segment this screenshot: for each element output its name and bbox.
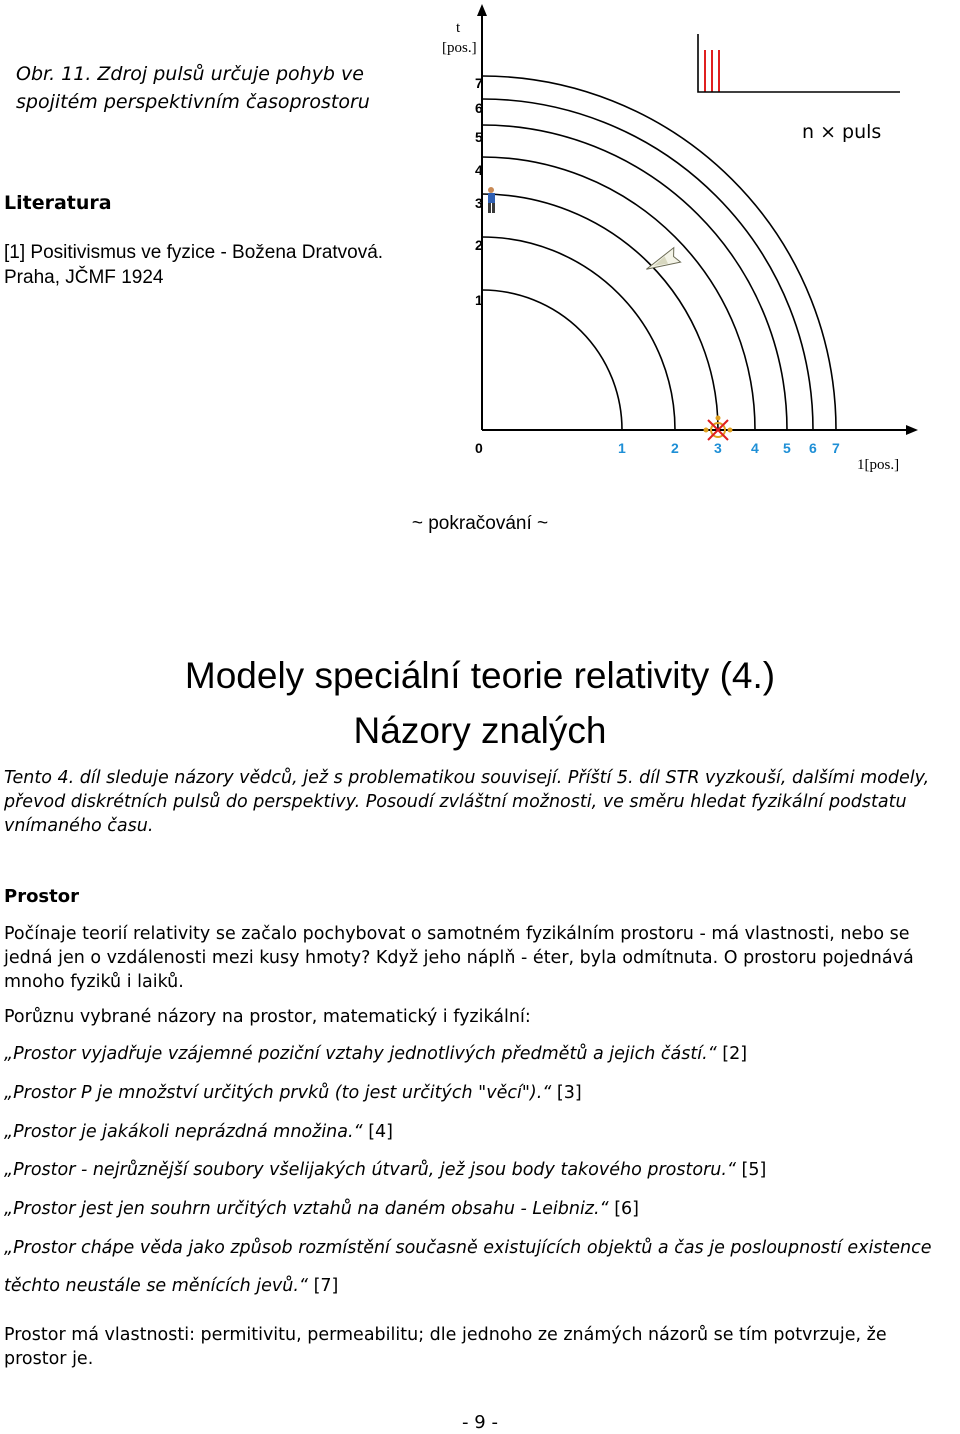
t-tick-label: 7	[475, 75, 483, 91]
x-tick-label: 2	[671, 440, 679, 456]
continuation-note: ~ pokračování ~	[411, 513, 549, 534]
quote-text: „Prostor vyjadřuje vzájemné poziční vztahy jednotlivých předmětů a jejich částí.“	[4, 1044, 717, 1064]
t-axis-unit: [pos.]	[442, 40, 477, 56]
quote-text: „Prostor P je množství určitých prvků (to jest určitých "věcí").“	[4, 1083, 552, 1103]
page-title: Modely speciální teorie relativity (4.)	[184, 655, 776, 696]
pulse-legend-marks	[698, 34, 900, 92]
quote-item	[4, 1190, 959, 1228]
quote-text: „Prostor chápe věda jako způsob rozmístění současně existujících objektů a čas je posloupností existence těchto neustále se měnících jevů.“	[4, 1238, 932, 1296]
t-tick-label: 5	[475, 129, 483, 145]
t-tick-label: 1	[475, 292, 483, 308]
section-heading: Prostor	[4, 886, 79, 907]
quote-ref: [2]	[716, 1044, 748, 1064]
t-tick-label: 2	[475, 237, 483, 253]
quote-item	[4, 1074, 959, 1112]
l-axis-label: 1[pos.]	[857, 457, 900, 473]
t-tick-label: 4	[475, 162, 483, 178]
quote-item	[4, 1113, 959, 1151]
l-axis-arrow	[906, 425, 918, 435]
quote-ref: [3]	[551, 1083, 582, 1103]
quote-text: „Prostor je jakákoli neprázdná množina.“	[4, 1122, 363, 1142]
pulse-arc	[482, 237, 675, 430]
quote-text: „Prostor jest jen souhrn určitých vztahů na daném obsahu - Leibniz.“	[4, 1199, 609, 1219]
quote-text: „Prostor - nejrůznější soubory všelijakých útvarů, jež jsou body takového prostoru.“	[4, 1160, 736, 1180]
x-tick-label: 1	[618, 440, 626, 456]
x-tick-label: 6	[809, 440, 817, 456]
section-paragraph: Počínaje teorií relativity se začalo pochybovat o samotném fyzikálním prostoru - má vlastnosti, nebo se jedná jen o vzdálenosti mezi kusy hmoty? Když jeho náplň - éter, byla odmítnuta. O prostoru pojednává mnoho fyziků i laiků.	[4, 924, 914, 992]
figure-caption: Obr. 11. Zdroj pulsů určuje pohyb ve spojitém perspektivním časoprostoru	[16, 63, 370, 113]
x-tick-label: 3	[714, 440, 722, 456]
quotes-intro: Porůznu vybrané názory na prostor, matematický i fyzikální:	[4, 1007, 531, 1027]
t-tick-label: 3	[475, 195, 483, 211]
x-tick-labels	[618, 440, 840, 456]
x-tick-label: 4	[751, 440, 759, 456]
origin-label: 0	[475, 440, 483, 456]
quote-item	[4, 1151, 959, 1189]
t-axis-label: t	[456, 20, 461, 36]
quote-ref: [4]	[362, 1122, 393, 1142]
pulse-arcs	[482, 76, 836, 430]
quote-ref: [7]	[308, 1276, 339, 1296]
page-subtitle: Názory znalých	[353, 710, 607, 751]
pulse-legend-label: n × puls	[802, 121, 882, 143]
quote-item	[4, 1229, 959, 1305]
page-number: - 9 -	[462, 1412, 498, 1433]
closing-paragraph: Prostor má vlastnosti: permitivitu, permeabilitu; dle jednoho ze známých názorů se tím potvrzuje, že prostor je.	[4, 1325, 887, 1369]
pulse-arc	[482, 290, 622, 430]
literature-heading: Literatura	[4, 192, 112, 214]
quote-ref: [6]	[608, 1199, 639, 1219]
quote-ref: [5]	[735, 1160, 767, 1180]
quote-item	[4, 1035, 959, 1073]
spacetime-diagram	[430, 0, 930, 480]
literature-item: [1] Positivismus ve fyzice - Božena Dratvová. Praha, JČMF 1924	[4, 242, 384, 288]
pulse-arc	[482, 125, 787, 430]
person-icon	[488, 187, 495, 213]
intro-paragraph: Tento 4. díl sleduje názory vědců, jež s problematikou souvisejí. Příští 5. díl STR vyzkouší, dalšími modely, převod diskrétních pulsů do perspektivy. Posoudí zvláštní možnosti, ve směru hledat fyzikální podstatu vnímaného času.	[4, 768, 930, 836]
pulse-arc	[482, 99, 813, 430]
x-tick-label: 5	[783, 440, 791, 456]
x-tick-label: 7	[832, 440, 840, 456]
pulse-arc	[482, 194, 718, 430]
t-axis-arrow	[477, 4, 487, 16]
t-tick-label: 6	[475, 100, 483, 116]
